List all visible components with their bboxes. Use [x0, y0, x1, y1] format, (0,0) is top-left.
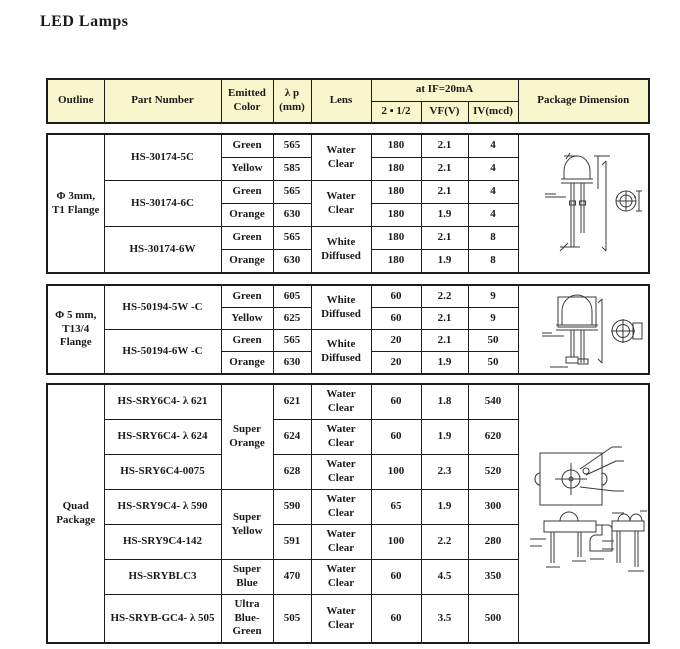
- part-number-cell: HS-SRY9C4- λ 590: [104, 490, 221, 525]
- emitted-color-cell: Super Yellow: [221, 490, 273, 560]
- iv-cell: 280: [468, 525, 518, 560]
- col-header-package-dimension: Package Dimension: [518, 79, 649, 123]
- page-title: LED Lamps: [40, 13, 129, 30]
- iv-cell: 620: [468, 420, 518, 455]
- vf-cell: 2.1: [421, 308, 468, 330]
- angle-cell: 60: [371, 308, 421, 330]
- vf-cell: 2.3: [421, 455, 468, 490]
- angle-cell: 20: [371, 352, 421, 375]
- iv-cell: 9: [468, 285, 518, 308]
- table-row: [47, 285, 649, 308]
- part-number-cell: HS-SRY9C4-142: [104, 525, 221, 560]
- part-number-cell: HS-30174-5C: [104, 134, 221, 181]
- emitted-color-cell: Orange: [221, 250, 273, 274]
- vf-cell: 2.1: [421, 227, 468, 250]
- emitted-color-cell: Super Blue: [221, 560, 273, 595]
- lambda-p-unit: (mm): [279, 101, 305, 113]
- angle-cell: 180: [371, 227, 421, 250]
- col-header-emitted-color: Emitted Color: [221, 79, 273, 123]
- table-row: [47, 384, 649, 420]
- emitted-color-cell: Green: [221, 285, 273, 308]
- led-3mm-package-drawing-icon: [520, 139, 647, 269]
- lens-cell: Water Clear: [311, 134, 371, 181]
- outline-cell: Φ 3mm, T1 Flange: [47, 134, 104, 273]
- vf-cell: 2.1: [421, 134, 468, 158]
- wavelength-cell: 625: [273, 308, 311, 330]
- angle-cell: 20: [371, 330, 421, 352]
- emitted-color-cell: Green: [221, 330, 273, 352]
- col-header-view-angle: 2 ▪ 1/2: [371, 101, 421, 123]
- angle-cell: 180: [371, 158, 421, 181]
- vf-cell: 2.1: [421, 158, 468, 181]
- vf-cell: 1.8: [421, 384, 468, 420]
- angle-cell: 60: [371, 595, 421, 644]
- vf-cell: 2.1: [421, 181, 468, 204]
- lambda-p-label: λ p: [284, 87, 300, 100]
- emitted-color-cell: Orange: [221, 352, 273, 375]
- iv-cell: 9: [468, 308, 518, 330]
- wavelength-cell: 605: [273, 285, 311, 308]
- vf-cell: 1.9: [421, 490, 468, 525]
- iv-cell: 540: [468, 384, 518, 420]
- outline-cell: Quad Package: [47, 384, 104, 643]
- emitted-color-cell: Ultra Blue- Green: [221, 595, 273, 644]
- emitted-color-cell: Green: [221, 134, 273, 158]
- wavelength-cell: 630: [273, 250, 311, 274]
- section-3mm-table: [46, 133, 650, 274]
- vf-cell: 3.5: [421, 595, 468, 644]
- vf-cell: 1.9: [421, 250, 468, 274]
- emitted-color-cell: Yellow: [221, 158, 273, 181]
- col-header-vf: VF(V): [421, 101, 468, 123]
- wavelength-cell: 621: [273, 384, 311, 420]
- angle-cell: 100: [371, 525, 421, 560]
- col-header-part-number: Part Number: [104, 79, 221, 123]
- vf-cell: 1.9: [421, 204, 468, 227]
- iv-cell: 300: [468, 490, 518, 525]
- part-number-cell: HS-SRYB-GC4- λ 505: [104, 595, 221, 644]
- col-header-lambda-p: [273, 79, 311, 123]
- angle-cell: 60: [371, 420, 421, 455]
- angle-cell: 100: [371, 455, 421, 490]
- lens-cell: Water Clear: [311, 181, 371, 227]
- part-number-cell: HS-SRY6C4- λ 621: [104, 384, 221, 420]
- vf-cell: 2.1: [421, 330, 468, 352]
- wavelength-cell: 630: [273, 352, 311, 375]
- part-number-cell: HS-SRY6C4-0075: [104, 455, 221, 490]
- lens-cell: Water Clear: [311, 560, 371, 595]
- vf-cell: 1.9: [421, 420, 468, 455]
- part-number-cell: HS-SRY6C4- λ 624: [104, 420, 221, 455]
- col-header-outline: Outline: [47, 79, 104, 123]
- iv-cell: 4: [468, 158, 518, 181]
- angle-cell: 180: [371, 134, 421, 158]
- lens-cell: Water Clear: [311, 595, 371, 644]
- section-quad-table: [46, 383, 650, 644]
- wavelength-cell: 505: [273, 595, 311, 644]
- angle-cell: 60: [371, 285, 421, 308]
- vf-cell: 4.5: [421, 560, 468, 595]
- quad-package-drawing-icon: [520, 391, 647, 636]
- package-dimension-cell: [518, 134, 649, 273]
- col-header-lens: Lens: [311, 79, 371, 123]
- angle-cell: 180: [371, 204, 421, 227]
- wavelength-cell: 630: [273, 204, 311, 227]
- part-number-cell: HS-50194-5W -C: [104, 285, 221, 330]
- part-number-cell: HS-30174-6W: [104, 227, 221, 274]
- part-number-cell: HS-30174-6C: [104, 181, 221, 227]
- iv-cell: 4: [468, 134, 518, 158]
- lens-cell: Water Clear: [311, 490, 371, 525]
- angle-cell: 180: [371, 250, 421, 274]
- part-number-cell: HS-50194-6W -C: [104, 330, 221, 375]
- emitted-color-cell: Green: [221, 181, 273, 204]
- emitted-color-cell: Green: [221, 227, 273, 250]
- vf-cell: 1.9: [421, 352, 468, 375]
- package-dimension-cell: [518, 285, 649, 374]
- angle-cell: 180: [371, 181, 421, 204]
- vf-cell: 2.2: [421, 525, 468, 560]
- emitted-color-cell: Yellow: [221, 308, 273, 330]
- col-header-at-if: at IF=20mA: [371, 79, 518, 101]
- lens-cell: Water Clear: [311, 455, 371, 490]
- iv-cell: 350: [468, 560, 518, 595]
- iv-cell: 8: [468, 250, 518, 274]
- section-5mm-table: [46, 284, 650, 375]
- emitted-color-cell: Orange: [221, 204, 273, 227]
- outline-cell: Φ 5 mm, T13/4 Flange: [47, 285, 104, 374]
- led-5mm-package-drawing-icon: [520, 289, 647, 371]
- lens-cell: Water Clear: [311, 420, 371, 455]
- wavelength-cell: 590: [273, 490, 311, 525]
- wavelength-cell: 565: [273, 181, 311, 204]
- iv-cell: 4: [468, 204, 518, 227]
- wavelength-cell: 565: [273, 330, 311, 352]
- lens-cell: White Diffused: [311, 330, 371, 375]
- iv-cell: 8: [468, 227, 518, 250]
- lens-cell: White Diffused: [311, 285, 371, 330]
- iv-cell: 520: [468, 455, 518, 490]
- col-header-iv: IV(mcd): [468, 101, 518, 123]
- wavelength-cell: 628: [273, 455, 311, 490]
- wavelength-cell: 470: [273, 560, 311, 595]
- header-table: [46, 78, 650, 124]
- package-dimension-cell: [518, 384, 649, 643]
- angle-cell: 60: [371, 560, 421, 595]
- lens-cell: Water Clear: [311, 525, 371, 560]
- wavelength-cell: 591: [273, 525, 311, 560]
- part-number-cell: HS-SRYBLC3: [104, 560, 221, 595]
- iv-cell: 4: [468, 181, 518, 204]
- emitted-color-cell: Super Orange: [221, 384, 273, 490]
- vf-cell: 2.2: [421, 285, 468, 308]
- wavelength-cell: 565: [273, 227, 311, 250]
- iv-cell: 50: [468, 330, 518, 352]
- iv-cell: 50: [468, 352, 518, 375]
- angle-cell: 65: [371, 490, 421, 525]
- wavelength-cell: 585: [273, 158, 311, 181]
- wavelength-cell: 565: [273, 134, 311, 158]
- wavelength-cell: 624: [273, 420, 311, 455]
- angle-cell: 60: [371, 384, 421, 420]
- table-row: [47, 134, 649, 158]
- iv-cell: 500: [468, 595, 518, 644]
- lens-cell: White Diffused: [311, 227, 371, 274]
- lens-cell: Water Clear: [311, 384, 371, 420]
